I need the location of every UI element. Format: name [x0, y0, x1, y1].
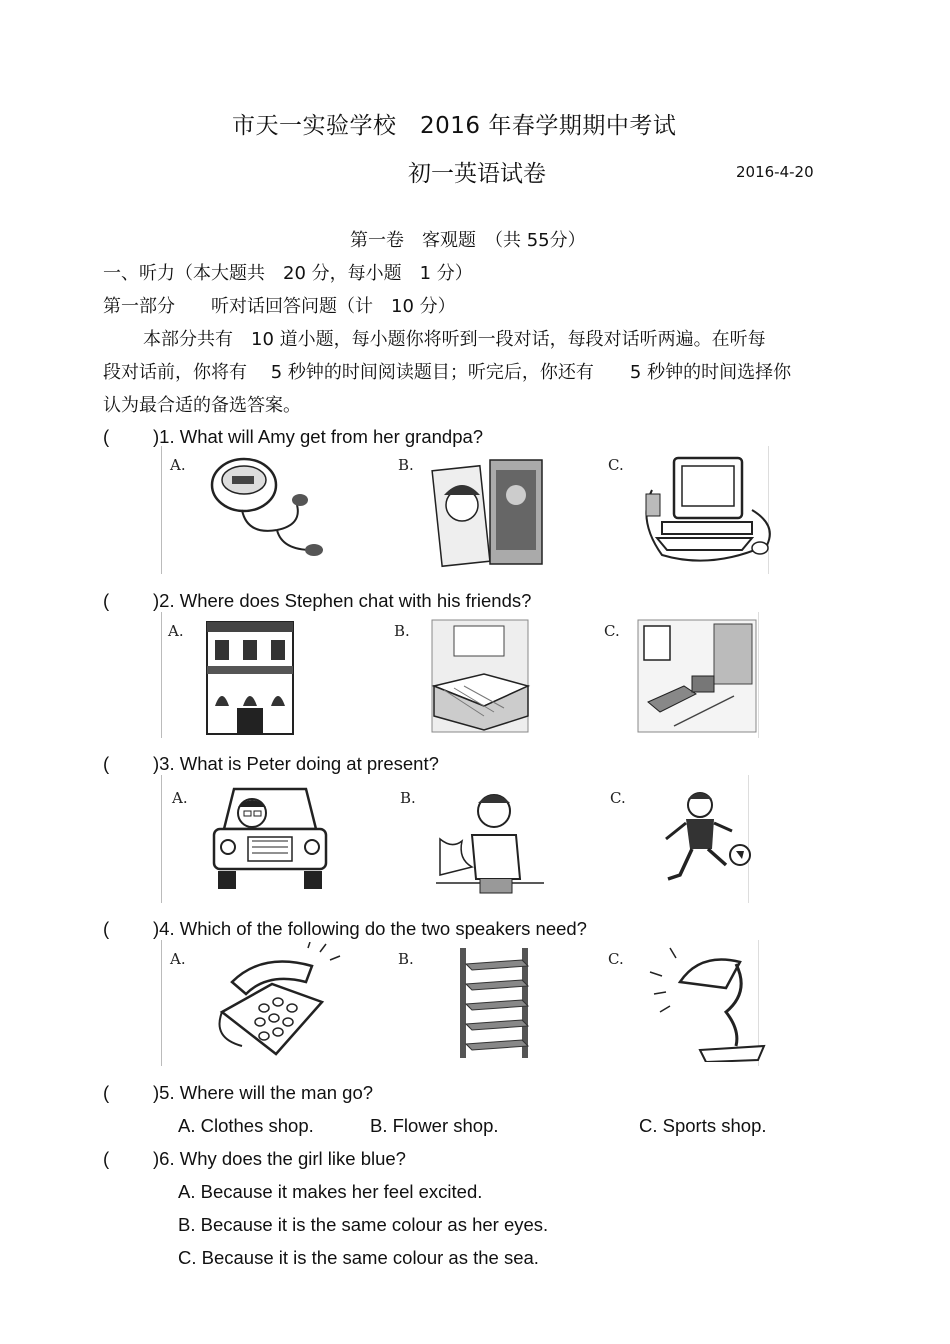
answer-paren[interactable]: ( [103, 1082, 110, 1103]
building-icon[interactable] [197, 616, 347, 736]
question-text: )1. What will Amy get from her grandpa? [153, 426, 484, 447]
answer-paren[interactable]: ( [103, 1148, 110, 1169]
exam-date: 2016-4-20 [736, 163, 814, 181]
option-a[interactable]: A. Clothes shop. [178, 1115, 314, 1136]
question-2-pictures [161, 612, 759, 738]
question-text: )2. Where does Stephen chat with his friends? [153, 590, 532, 611]
answer-paren[interactable]: ( [103, 753, 110, 774]
telephone-icon[interactable] [202, 942, 352, 1062]
question-text: )3. What is Peter doing at present? [153, 753, 439, 774]
question-text: )6. Why does the girl like blue? [153, 1148, 406, 1169]
comic-books-icon[interactable] [422, 450, 572, 570]
computer-icon[interactable] [632, 450, 782, 570]
option-a-label: A. [170, 456, 186, 474]
instructions-line-1: 本部分共有 10 道小题，每小题你将听到一段对话，每段对话听两遍。在听每 [143, 329, 766, 350]
option-c-label: C. [608, 456, 624, 474]
bedroom-icon[interactable] [424, 616, 574, 736]
option-b[interactable]: B. Because it is the same colour as her eyes. [178, 1214, 549, 1235]
option-b-label: B. [398, 456, 414, 474]
question-4-pictures [161, 940, 759, 1066]
question-5 [103, 1082, 373, 1104]
option-b[interactable]: B. Flower shop. [370, 1115, 499, 1136]
option-b-label: B. [398, 950, 414, 968]
desk-lamp-icon[interactable] [640, 942, 790, 1062]
question-1 [103, 426, 483, 448]
answer-paren[interactable]: ( [103, 590, 110, 611]
option-c-label: C. [608, 950, 624, 968]
option-c-label: C. [604, 622, 620, 640]
living-room-icon[interactable] [634, 616, 784, 736]
question-3 [103, 753, 439, 775]
playing-football-icon[interactable] [640, 779, 790, 899]
answer-paren[interactable]: ( [103, 918, 110, 939]
driving-car-icon[interactable] [206, 779, 356, 899]
part-heading: 一、听力（本大题共 20 分，每小题 1 分） [103, 263, 473, 284]
question-2 [103, 590, 531, 612]
answer-paren[interactable]: ( [103, 426, 110, 447]
question-6 [103, 1148, 406, 1170]
shelf-icon[interactable] [432, 942, 582, 1062]
volume-heading: 第一卷 客观题 （共 55分） [350, 230, 586, 251]
option-b-label: B. [394, 622, 410, 640]
option-a[interactable]: A. Because it makes her feel excited. [178, 1181, 483, 1202]
instructions-line-3: 认为最合适的备选答案。 [103, 395, 301, 416]
option-c-label: C. [610, 789, 626, 807]
man-at-wall-icon[interactable] [432, 779, 582, 899]
question-text: )5. Where will the man go? [153, 1082, 374, 1103]
question-3-pictures [161, 775, 749, 903]
sub-heading: 第一部分 听对话回答问题（计 10 分） [103, 296, 456, 317]
question-4 [103, 918, 587, 940]
option-b-label: B. [400, 789, 416, 807]
exam-subtitle: 初一英语试卷 [408, 161, 546, 187]
option-a-label: A. [168, 622, 184, 640]
option-a-label: A. [170, 950, 186, 968]
cd-player-icon[interactable] [202, 450, 352, 570]
question-1-pictures [161, 446, 769, 574]
exam-title: 市天一实验学校 2016 年春学期期中考试 [232, 113, 677, 139]
option-c[interactable]: C. Sports shop. [639, 1115, 767, 1136]
option-a-label: A. [172, 789, 188, 807]
instructions-line-2: 段对话前，你将有 5 秒钟的时间阅读题目；听完后，你还有 5 秒钟的时间选择你 [103, 362, 792, 383]
question-text: )4. Which of the following do the two speakers need? [153, 918, 587, 939]
option-c[interactable]: C. Because it is the same colour as the sea. [178, 1247, 539, 1268]
